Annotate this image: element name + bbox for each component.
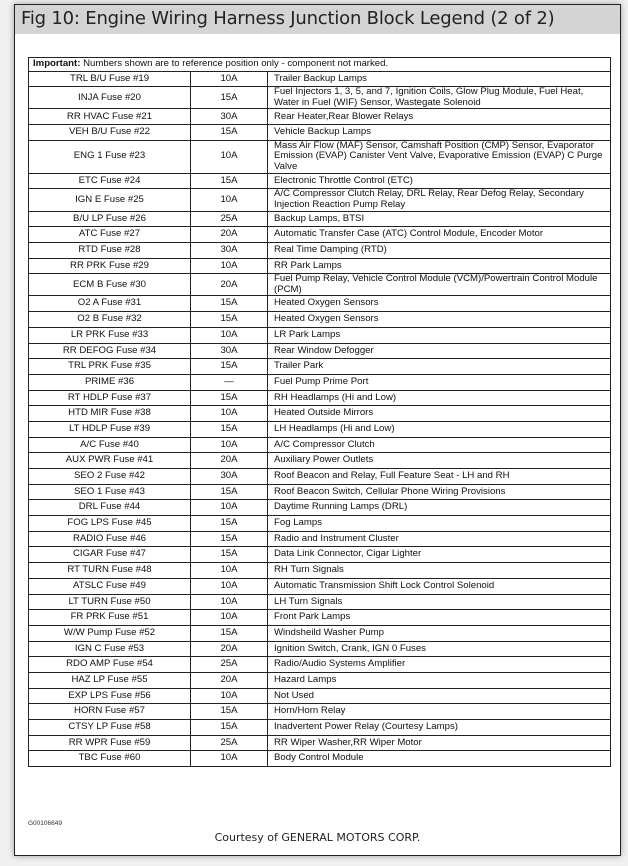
table-row xyxy=(29,625,611,641)
fuse-name-cell: RR WPR Fuse #59 xyxy=(29,735,191,751)
amperage-cell: 15A xyxy=(191,312,268,328)
table-row xyxy=(29,516,611,532)
table-row xyxy=(29,500,611,516)
fuse-name-cell: HAZ LP Fuse #55 xyxy=(29,672,191,688)
table-row xyxy=(29,242,611,258)
description-cell: Rear Window Defogger xyxy=(268,343,611,359)
description-cell: Radio and Instrument Cluster xyxy=(268,531,611,547)
amperage-cell: 10A xyxy=(191,258,268,274)
fuse-name-cell: INJA Fuse #20 xyxy=(29,87,191,109)
amperage-cell: 15A xyxy=(191,484,268,500)
table-row xyxy=(29,406,611,422)
amperage-cell: 10A xyxy=(191,688,268,704)
fuse-name-cell: TBC Fuse #60 xyxy=(29,751,191,767)
table-row xyxy=(29,327,611,343)
description-cell: Front Park Lamps xyxy=(268,610,611,626)
courtesy-credit: Courtesy of GENERAL MOTORS CORP. xyxy=(214,831,421,844)
amperage-cell: 10A xyxy=(191,500,268,516)
amperage-cell: 15A xyxy=(191,625,268,641)
table-row xyxy=(29,453,611,469)
description-cell: Roof Beacon Switch, Cellular Phone Wiring Provisions xyxy=(268,484,611,500)
fuse-name-cell: FOG LPS Fuse #45 xyxy=(29,516,191,532)
fuse-name-cell: O2 A Fuse #31 xyxy=(29,296,191,312)
figure-title: Fig 10: Engine Wiring Harness Junction Block Legend (2 of 2) xyxy=(21,8,555,29)
amperage-cell: 15A xyxy=(191,704,268,720)
description-cell: Mass Air Flow (MAF) Sensor, Camshaft Position (CMP) Sensor, Evaporator Emission (EVAP) Canister Vent Valve, Evaporative Emission (EVAP) C Purge Valve xyxy=(268,140,611,173)
description-cell: Windsheild Washer Pump xyxy=(268,625,611,641)
table-row xyxy=(29,531,611,547)
description-cell: Trailer Park xyxy=(268,359,611,375)
description-cell: Electronic Throttle Control (ETC) xyxy=(268,173,611,189)
table-row xyxy=(29,211,611,227)
amperage-cell: 10A xyxy=(191,594,268,610)
fuse-name-cell: RTD Fuse #28 xyxy=(29,242,191,258)
fuse-name-cell: TRL B/U Fuse #19 xyxy=(29,71,191,87)
fuse-name-cell: A/C Fuse #40 xyxy=(29,437,191,453)
description-cell: Vehicle Backup Lamps xyxy=(268,125,611,141)
description-cell: RR Wiper Washer,RR Wiper Motor xyxy=(268,735,611,751)
description-cell: Fog Lamps xyxy=(268,516,611,532)
amperage-cell: 25A xyxy=(191,657,268,673)
description-cell: Ignition Switch, Crank, IGN 0 Fuses xyxy=(268,641,611,657)
amperage-cell: 30A xyxy=(191,469,268,485)
amperage-cell: 20A xyxy=(191,274,268,296)
table-row xyxy=(29,258,611,274)
fuse-name-cell: PRIME #36 xyxy=(29,374,191,390)
amperage-cell: 10A xyxy=(191,71,268,87)
table-row xyxy=(29,610,611,626)
fuse-name-cell: TRL PRK Fuse #35 xyxy=(29,359,191,375)
description-cell: Radio/Audio Systems Amplifier xyxy=(268,657,611,673)
note-row xyxy=(29,58,611,72)
amperage-cell: 15A xyxy=(191,390,268,406)
table-row xyxy=(29,469,611,485)
amperage-cell: 15A xyxy=(191,547,268,563)
description-cell: Real Time Damping (RTD) xyxy=(268,242,611,258)
table-row xyxy=(29,343,611,359)
description-cell: LR Park Lamps xyxy=(268,327,611,343)
table-row xyxy=(29,189,611,211)
amperage-cell: 10A xyxy=(191,610,268,626)
amperage-cell: 15A xyxy=(191,359,268,375)
fuse-name-cell: HTD MIR Fuse #38 xyxy=(29,406,191,422)
amperage-cell: 10A xyxy=(191,751,268,767)
description-cell: Fuel Injectors 1, 3, 5, and 7, Ignition Coils, Glow Plug Module, Fuel Heat, Water in Fuel (WIF) Sensor, Wastegate Solenoid xyxy=(268,87,611,109)
fuse-name-cell: LT HDLP Fuse #39 xyxy=(29,421,191,437)
amperage-cell: — xyxy=(191,374,268,390)
description-cell: Fuel Pump Prime Port xyxy=(268,374,611,390)
table-row xyxy=(29,140,611,173)
fuse-name-cell: EXP LPS Fuse #56 xyxy=(29,688,191,704)
figure-frame xyxy=(14,4,621,856)
amperage-cell: 10A xyxy=(191,578,268,594)
table-row xyxy=(29,751,611,767)
table-row xyxy=(29,704,611,720)
table-row xyxy=(29,735,611,751)
amperage-cell: 25A xyxy=(191,735,268,751)
amperage-cell: 20A xyxy=(191,453,268,469)
amperage-cell: 25A xyxy=(191,211,268,227)
amperage-cell: 10A xyxy=(191,327,268,343)
description-cell: Not Used xyxy=(268,688,611,704)
fuse-name-cell: AUX PWR Fuse #41 xyxy=(29,453,191,469)
table-row xyxy=(29,484,611,500)
amperage-cell: 15A xyxy=(191,720,268,736)
description-cell: Automatic Transmission Shift Lock Control Solenoid xyxy=(268,578,611,594)
fuse-name-cell: RADIO Fuse #46 xyxy=(29,531,191,547)
fuse-name-cell: LT TURN Fuse #50 xyxy=(29,594,191,610)
description-cell: LH Headlamps (Hi and Low) xyxy=(268,421,611,437)
description-cell: Roof Beacon and Relay, Full Feature Seat - LH and RH xyxy=(268,469,611,485)
description-cell: Body Control Module xyxy=(268,751,611,767)
description-cell: Daytime Running Lamps (DRL) xyxy=(268,500,611,516)
amperage-cell: 10A xyxy=(191,563,268,579)
fuse-name-cell: DRL Fuse #44 xyxy=(29,500,191,516)
fuse-name-cell: IGN E Fuse #25 xyxy=(29,189,191,211)
description-cell: RH Turn Signals xyxy=(268,563,611,579)
table-row xyxy=(29,657,611,673)
table-row xyxy=(29,274,611,296)
table-row xyxy=(29,109,611,125)
description-cell: A/C Compressor Clutch xyxy=(268,437,611,453)
description-cell: Automatic Transfer Case (ATC) Control Module, Encoder Motor xyxy=(268,227,611,243)
table-row xyxy=(29,688,611,704)
description-cell: Rear Heater,Rear Blower Relays xyxy=(268,109,611,125)
table-row xyxy=(29,720,611,736)
fuse-name-cell: O2 B Fuse #32 xyxy=(29,312,191,328)
description-cell: Auxiliary Power Outlets xyxy=(268,453,611,469)
table-row xyxy=(29,125,611,141)
figure-code: G00106649 xyxy=(28,820,62,827)
description-cell: RH Headlamps (Hi and Low) xyxy=(268,390,611,406)
amperage-cell: 15A xyxy=(191,421,268,437)
fuse-name-cell: LR PRK Fuse #33 xyxy=(29,327,191,343)
amperage-cell: 15A xyxy=(191,296,268,312)
description-cell: Heated Outside Mirrors xyxy=(268,406,611,422)
description-cell: Horn/Horn Relay xyxy=(268,704,611,720)
fuse-name-cell: ATSLC Fuse #49 xyxy=(29,578,191,594)
fuse-name-cell: RR HVAC Fuse #21 xyxy=(29,109,191,125)
table-row xyxy=(29,227,611,243)
fuse-name-cell: ENG 1 Fuse #23 xyxy=(29,140,191,173)
amperage-cell: 20A xyxy=(191,641,268,657)
fuse-name-cell: RR PRK Fuse #29 xyxy=(29,258,191,274)
table-row xyxy=(29,672,611,688)
description-cell: A/C Compressor Clutch Relay, DRL Relay, Rear Defog Relay, Secondary Injection Reaction Pump Relay xyxy=(268,189,611,211)
description-cell: Data Link Connector, Cigar Lighter xyxy=(268,547,611,563)
fuse-name-cell: ECM B Fuse #30 xyxy=(29,274,191,296)
table-row xyxy=(29,173,611,189)
table-row xyxy=(29,547,611,563)
table-row xyxy=(29,594,611,610)
fuse-name-cell: RT HDLP Fuse #37 xyxy=(29,390,191,406)
amperage-cell: 30A xyxy=(191,343,268,359)
amperage-cell: 15A xyxy=(191,516,268,532)
description-cell: Heated Oxygen Sensors xyxy=(268,312,611,328)
amperage-cell: 15A xyxy=(191,173,268,189)
table-row xyxy=(29,87,611,109)
fuse-name-cell: CIGAR Fuse #47 xyxy=(29,547,191,563)
table-row xyxy=(29,437,611,453)
amperage-cell: 10A xyxy=(191,140,268,173)
fuse-name-cell: FR PRK Fuse #51 xyxy=(29,610,191,626)
title-bar xyxy=(15,5,620,34)
table-row xyxy=(29,578,611,594)
note-text: Numbers shown are to reference position only - component not marked. xyxy=(80,58,389,69)
amperage-cell: 15A xyxy=(191,531,268,547)
fuse-name-cell: CTSY LP Fuse #58 xyxy=(29,720,191,736)
description-cell: Fuel Pump Relay, Vehicle Control Module (VCM)/Powertrain Control Module (PCM) xyxy=(268,274,611,296)
fuse-name-cell: W/W Pump Fuse #52 xyxy=(29,625,191,641)
amperage-cell: 20A xyxy=(191,227,268,243)
description-cell: RR Park Lamps xyxy=(268,258,611,274)
amperage-cell: 10A xyxy=(191,437,268,453)
fuse-name-cell: ETC Fuse #24 xyxy=(29,173,191,189)
fuse-name-cell: VEH B/U Fuse #22 xyxy=(29,125,191,141)
table-row xyxy=(29,374,611,390)
table-row xyxy=(29,296,611,312)
amperage-cell: 10A xyxy=(191,406,268,422)
important-note xyxy=(29,58,611,72)
fuse-name-cell: SEO 2 Fuse #42 xyxy=(29,469,191,485)
table-row xyxy=(29,421,611,437)
amperage-cell: 10A xyxy=(191,189,268,211)
fuse-name-cell: RT TURN Fuse #48 xyxy=(29,563,191,579)
amperage-cell: 30A xyxy=(191,109,268,125)
description-cell: Inadvertent Power Relay (Courtesy Lamps) xyxy=(268,720,611,736)
fuse-name-cell: ATC Fuse #27 xyxy=(29,227,191,243)
fuse-legend-table xyxy=(28,57,611,767)
table-row xyxy=(29,312,611,328)
description-cell: Trailer Backup Lamps xyxy=(268,71,611,87)
fuse-name-cell: RDO AMP Fuse #54 xyxy=(29,657,191,673)
fuse-name-cell: HORN Fuse #57 xyxy=(29,704,191,720)
fuse-name-cell: B/U LP Fuse #26 xyxy=(29,211,191,227)
description-cell: Backup Lamps, BTSI xyxy=(268,211,611,227)
amperage-cell: 15A xyxy=(191,87,268,109)
fuse-name-cell: SEO 1 Fuse #43 xyxy=(29,484,191,500)
table-row xyxy=(29,390,611,406)
table-row xyxy=(29,359,611,375)
table-row xyxy=(29,641,611,657)
description-cell: Hazard Lamps xyxy=(268,672,611,688)
fuse-name-cell: IGN C Fuse #53 xyxy=(29,641,191,657)
amperage-cell: 15A xyxy=(191,125,268,141)
table-row xyxy=(29,71,611,87)
amperage-cell: 20A xyxy=(191,672,268,688)
table-row xyxy=(29,563,611,579)
fuse-name-cell: RR DEFOG Fuse #34 xyxy=(29,343,191,359)
note-label: Important: xyxy=(33,58,81,69)
description-cell: LH Turn Signals xyxy=(268,594,611,610)
amperage-cell: 30A xyxy=(191,242,268,258)
description-cell: Heated Oxygen Sensors xyxy=(268,296,611,312)
